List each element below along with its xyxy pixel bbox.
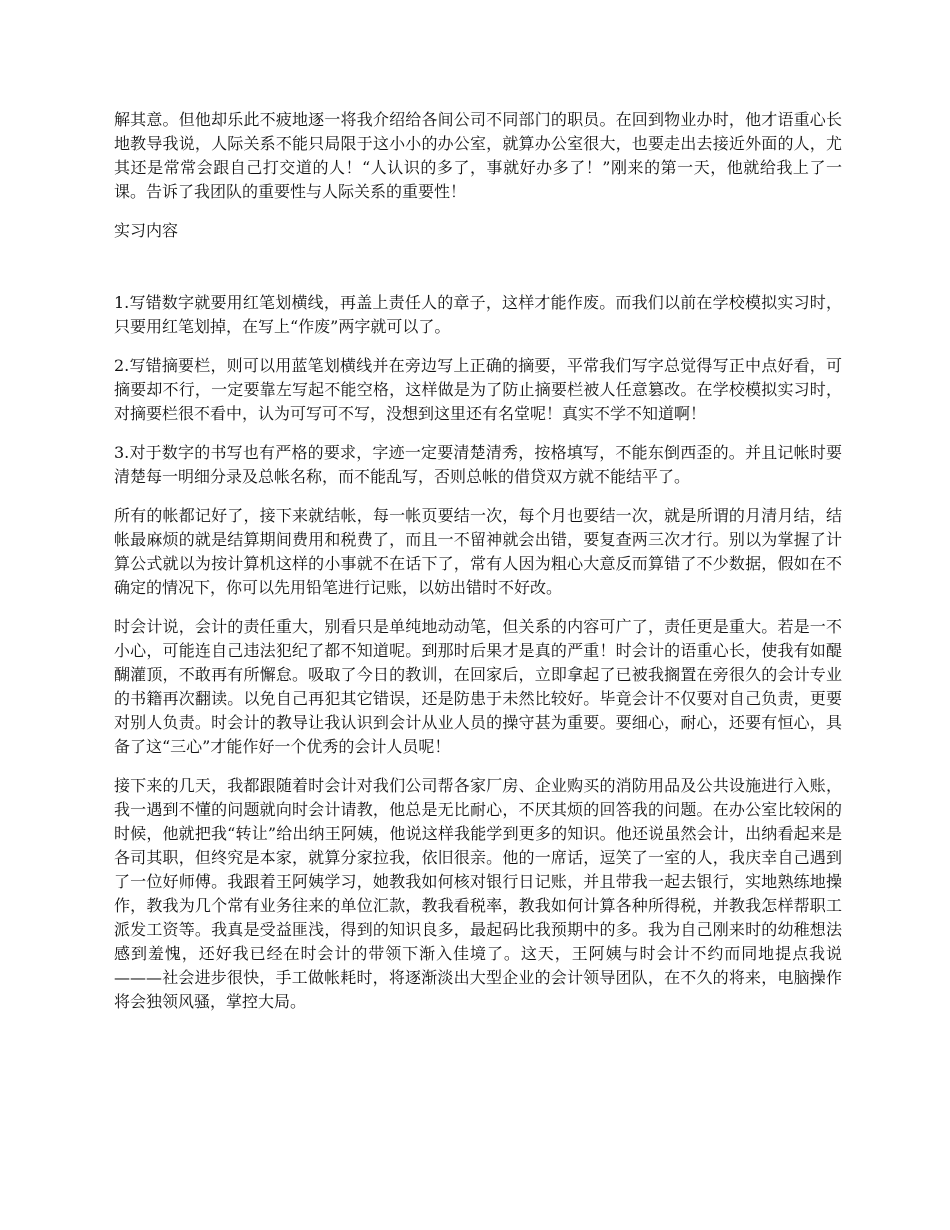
document-page xyxy=(114,108,842,1029)
body-paragraph: 接下来的几天，我都跟随着时会计对我们公司帮各家厂房、企业购买的消防用品及公共设施进行入账，我一遇到不懂的问题就向时会计请教，他总是无比耐心，不厌其烦的回答我的问题。在办公室比较闲的时候，他就把我“转让”给出纳王阿姨，他说这样我能学到更多的知识。他还说虽然会计，出纳看起来是各司其职，但终究是本家，就算分家拉我，依旧很亲。他的一席话，逗笑了一室的人，我庆幸自己遇到了一位好师傅。我跟着王阿姨学习，她教我如何核对银行日记账，并且带我一起去银行，实地熟练地操作，教我为几个常有业务往来的单位汇款，教我看税率，教我如何计算各种所得税，并教我怎样帮职工派发工资等。我真是受益匪浅，得到的知识良多，最起码比我预期中的多。我为自己刚来时的幼稚想法感到羞愧，还好我已经在时会计的带领下渐入佳境了。这天，王阿姨与时会计不约而同地提点我说———社会进步很快，手工做帐耗时，将逐渐淡出大型企业的会计领导团队，在不久的将来，电脑操作将会独领风骚，掌控大局。 xyxy=(114,776,842,1011)
numbered-item: 1.写错数字就要用红笔划横线，再盖上责任人的章子，这样才能作废。而我们以前在学校模拟实习时，只要用红笔划掉，在写上“作废”两字就可以了。 xyxy=(114,293,842,336)
section-heading: 实习内容 xyxy=(114,221,179,240)
numbered-item: 2.写错摘要栏，则可以用蓝笔划横线并在旁边写上正确的摘要，平常我们写字总觉得写正中点好看，可摘要却不行，一定要靠左写起不能空格，这样做是为了防止摘要栏被人任意篡改。在学校模拟实习时，对摘要栏很不看中，认为可写可不写，没想到这里还有名堂呢！真实不学不知道啊！ xyxy=(114,356,842,423)
numbered-item: 3.对于数字的书写也有严格的要求，字迹一定要清楚清秀，按格填写，不能东倒西歪的。并且记帐时要清楚每一明细分录及总帐名称，而不能乱写，否则总帐的借贷双方就不能结平了。 xyxy=(114,443,842,486)
body-paragraph: 时会计说，会计的责任重大，别看只是单纯地动动笔，但关系的内容可广了，责任更是重大。若是一不小心，可能连自己违法犯纪了都不知道呢。到那时后果才是真的严重！时会计的语重心长，使我有如醍醐灌顶，不敢再有所懈怠。吸取了今日的教训，在回家后，立即拿起了已被我搁置在旁很久的会计专业的书籍再次翻读。以免自己再犯其它错误，还是防患于未然比较好。毕竟会计不仅要对自己负责，更要对别人负责。时会计的教导让我认识到会计从业人员的操守甚为重要。要细心，耐心，还要有恒心，具备了这“三心”才能作好一个优秀的会计人员呢！ xyxy=(114,617,842,756)
intro-paragraph: 解其意。但他却乐此不疲地逐一将我介绍给各间公司不同部门的职员。在回到物业办时，他才语重心长地教导我说，人际关系不能只局限于这小小的办公室，就算办公室很大，也要走出去接近外面的人，尤其还是常常会跟自己打交道的人！“人认识的多了，事就好办多了！”刚来的第一天，他就给我上了一课。告诉了我团队的重要性与人际关系的重要性！ xyxy=(114,110,842,201)
body-paragraph: 所有的帐都记好了，接下来就结帐，每一帐页要结一次，每个月也要结一次，就是所谓的月清月结，结帐最麻烦的就是结算期间费用和税费了，而且一不留神就会出错，要复查两三次才行。别以为掌握了计算公式就以为按计算机这样的小事就不在话下了，常有人因为粗心大意反而算错了不少数据，假如在不确定的情况下，你可以先用铅笔进行记账，以妨出错时不好改。 xyxy=(114,506,842,597)
